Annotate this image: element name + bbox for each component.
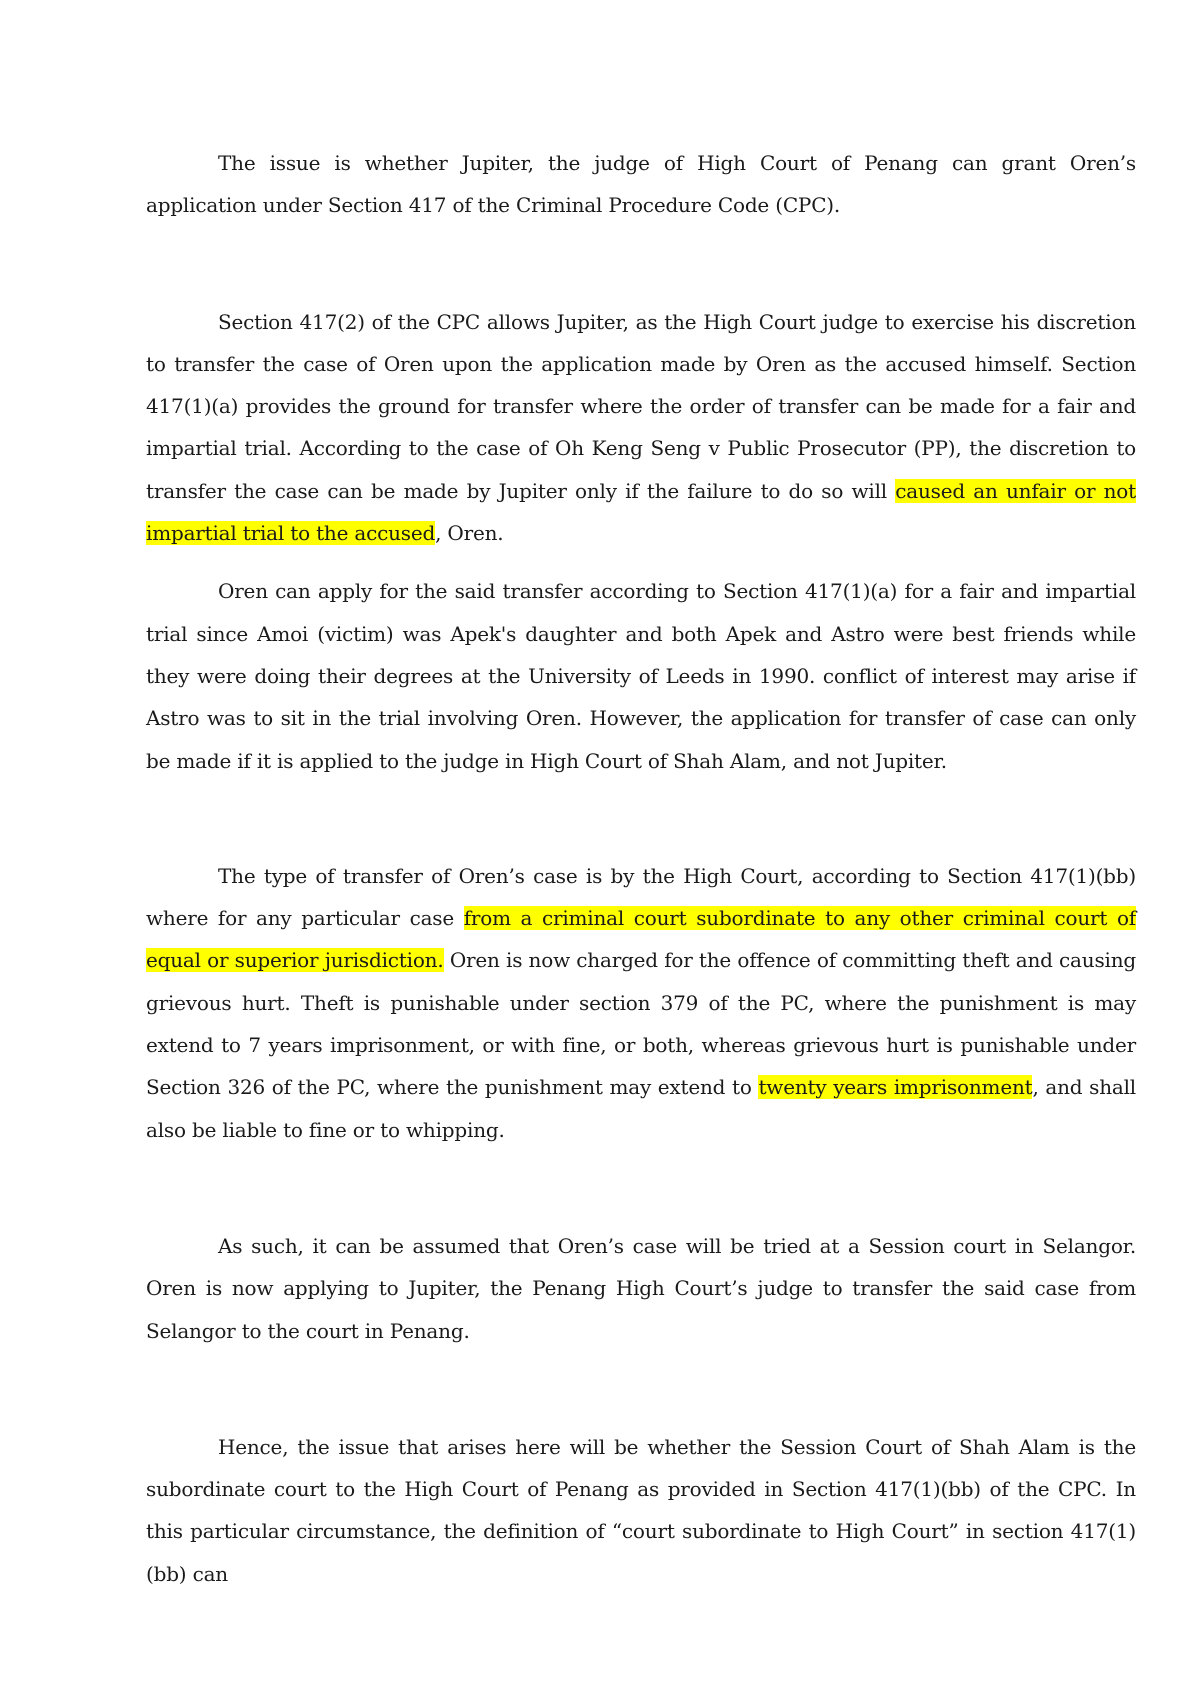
text-segment: , and shall also be liable to fine or to whipping. (146, 1075, 1136, 1142)
paragraph-issue (146, 142, 1136, 227)
text-segment: The type of transfer of Oren’s case is by the High Court, according to Section 417(1)(bb) where for any particular case (146, 863, 1136, 931)
document-body (146, 142, 1136, 1595)
text-segment: As such, it can be assumed that Oren’s case will be tried at a Session court in Selangor. Oren is now applying to Jupiter, the Penang High Court’s judge to transfer the said case from Selangor to the court in Penang. (146, 1233, 1136, 1343)
text-segment: Oren can apply for the said transfer according to Section 417(1)(a) for a fair and impartial trial since Amoi (victim) was Apek's daughter and both Apek and Astro were best friends while they were doing their degrees at the University of Leeds in 1990. conflict of interest may arise if Astro was to sit in the trial involving Oren. However, the application for transfer of case can only be made if it is applied to the judge in High Court of Shah Alam, and not Jupiter. (146, 579, 1136, 773)
text-segment: Hence, the issue that arises here will be whether the Session Court of Shah Alam is the subordinate court to the High Court of Penang as provided in Section 417(1)(bb) of the CPC. In this particular circumstance, the definition of “court subordinate to High Court” in section 417(1)(bb) can (146, 1434, 1136, 1586)
paragraph-type-of-transfer (146, 855, 1136, 1151)
highlighted-text: twenty years imprisonment (758, 1075, 1033, 1100)
highlighted-text: from a criminal court subordinate to any other criminal court of equal or superior jurisdiction. (146, 906, 1136, 973)
text-segment: The issue is whether Jupiter, the judge of High Court of Penang can grant Oren’s application under Section 417 of the Criminal Procedure Code (CPC). (146, 151, 1136, 218)
paragraph-session-court (146, 1225, 1136, 1352)
text-segment: Oren is now charged for the offence of committing theft and causing grievous hurt. Theft is punishable under section 379 of the PC, where the punishment is may extend to 7 years imprisonment, or with fine, or both, whereas grievous hurt is punishable under Section 326 of the PC, where the punishment may extend to (146, 948, 1136, 1100)
paragraph-section-417-2 (146, 301, 1136, 555)
paragraph-fair-trial (146, 570, 1136, 781)
highlighted-text: caused an unfair or not impartial trial to the accused (146, 478, 1136, 546)
text-segment: , Oren. (435, 521, 504, 546)
paragraph-subordinate-court (146, 1426, 1136, 1595)
text-segment: Section 417(2) of the CPC allows Jupiter, as the High Court judge to exercise his discretion to transfer the case of Oren upon the application made by Oren as the accused himself. Section 417(1)(a) provides the ground for transfer where the order of transfer can be made for a fair and impartial trial. According to the case of Oh Keng Seng v Public Prosecutor (PP), the discretion to transfer the case can be made by Jupiter only if the failure to do so will (146, 309, 1136, 503)
